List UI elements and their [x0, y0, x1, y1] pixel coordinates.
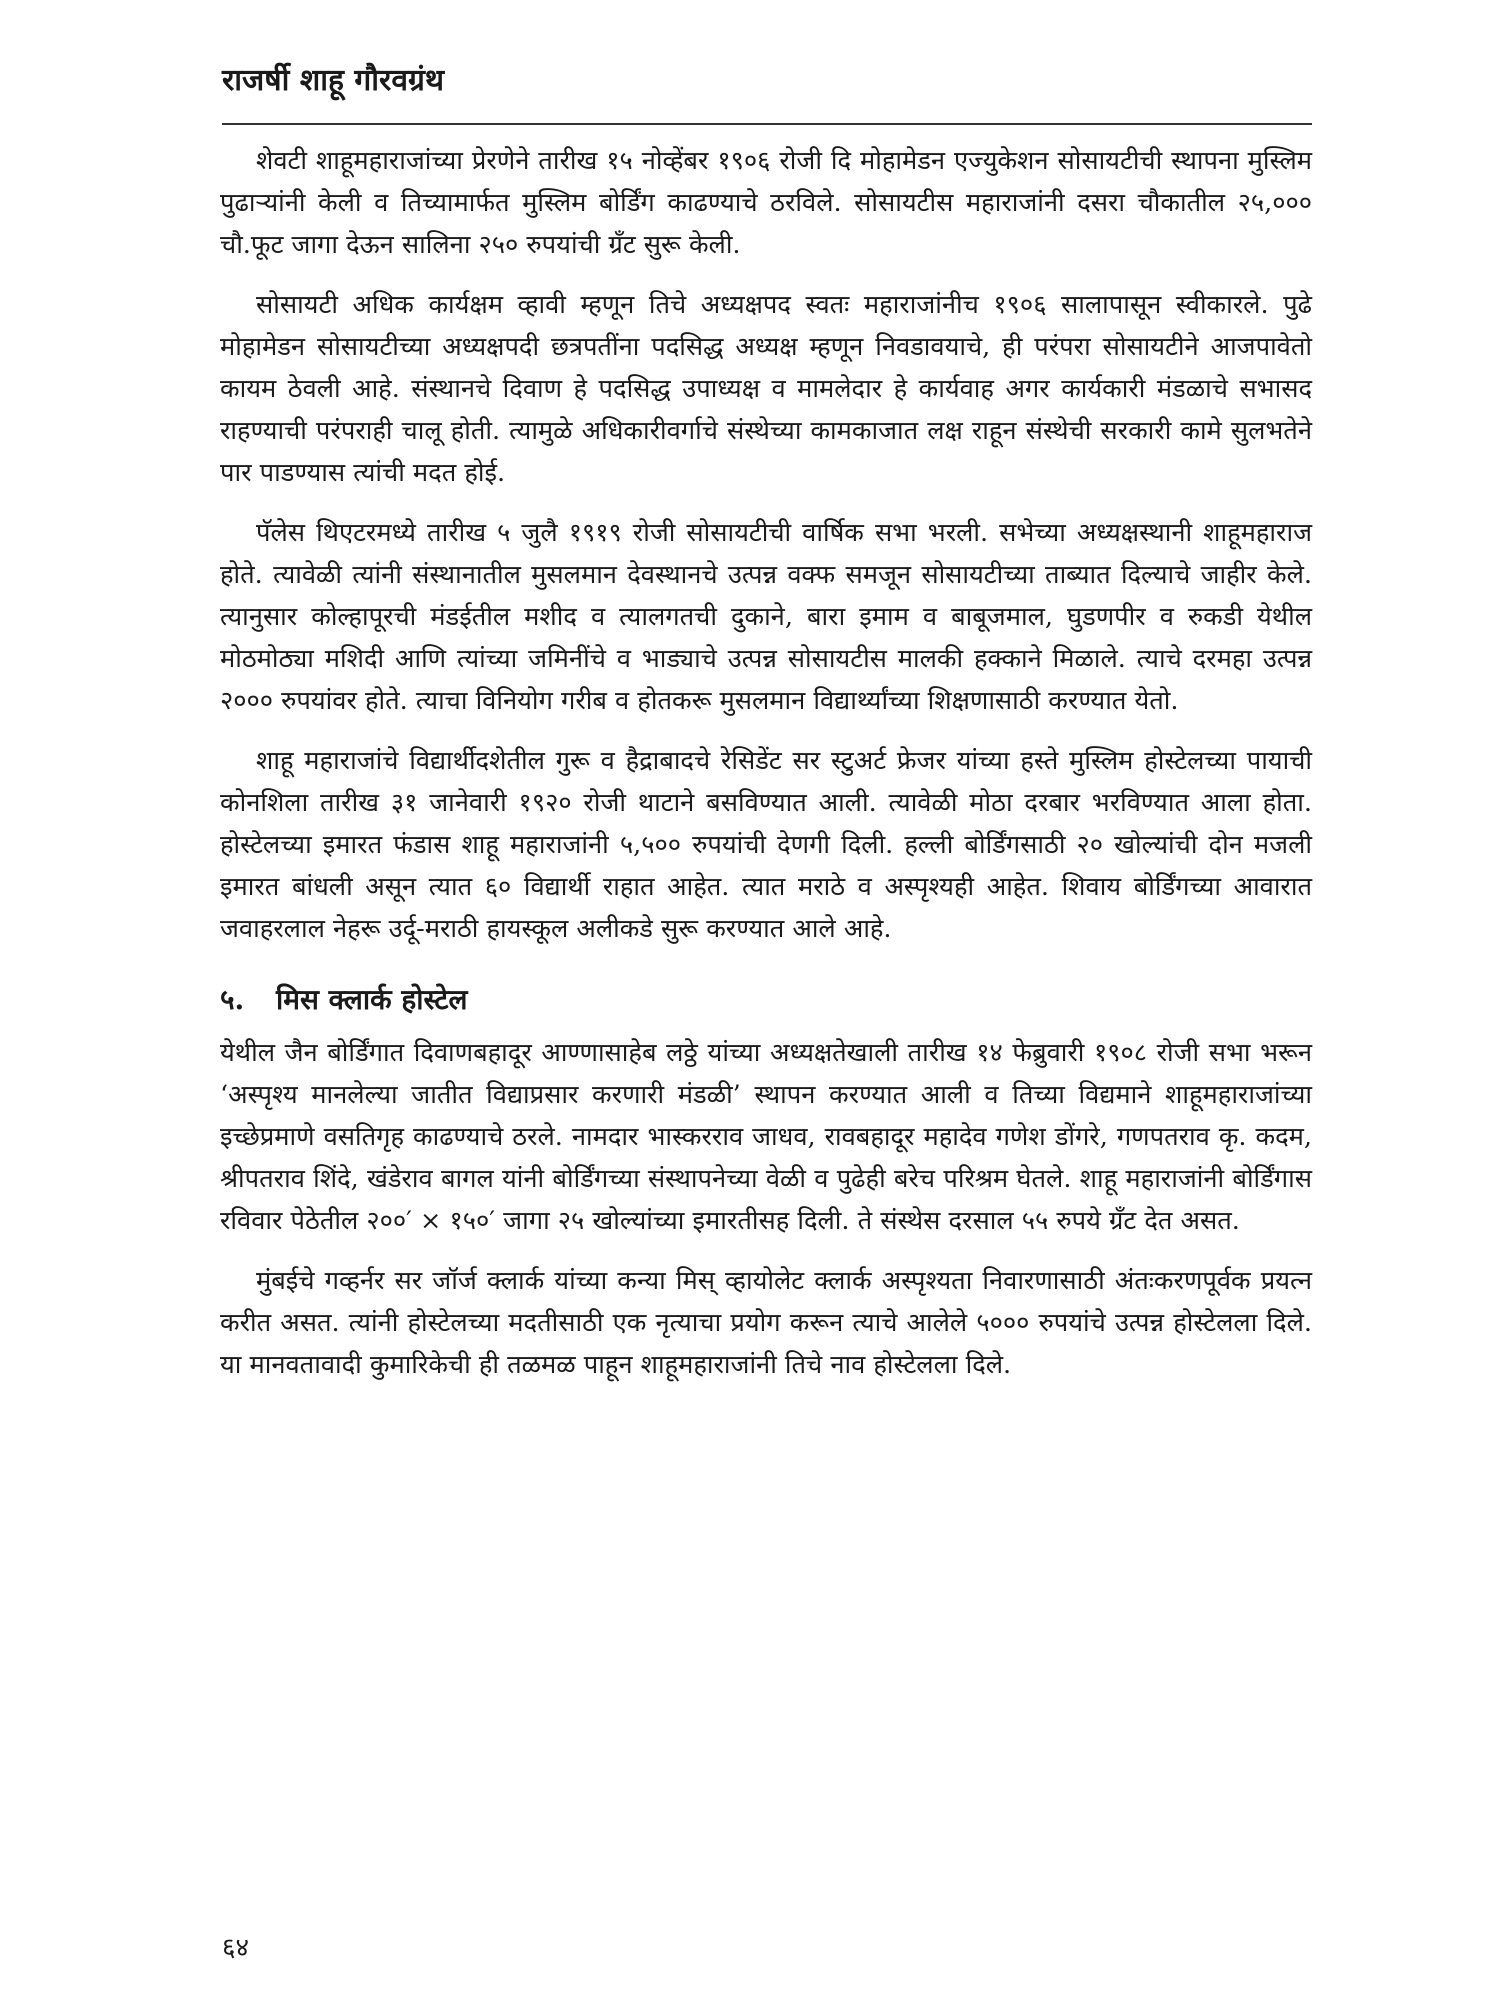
paragraph-hostel-foundation: शाहू महाराजांचे विद्यार्थीदशेतील गुरू व हैद्राबादचे रेसिडेंट सर स्टुअर्ट फ्रेजर यांच्या हस्ते मुस्लिम होस्टेलच्या पायाची कोनशिला तारीख ३१ जानेवारी १९२० रोजी थाटाने बसविण्यात आली. त्यावेळी मोठा दरबार भरविण्यात आला होता. होस्टेलच्या इमारत फंडास शाहू महाराजांनी ५,५०० रुपयांची देणगी दिली. हल्ली बोर्डिंगसाठी २० खोल्यांची दोन मजली इमारत बांधली असून त्यात ६० विद्यार्थी राहात आहेत. त्यात मराठे व अस्पृश्यही आहेत. शिवाय बोर्डिंगच्या आवारात जवाहरलाल नेहरू उर्दू-मराठी हायस्कूल अलीकडे सुरू करण्यात आले आहे. — [220, 746, 1312, 944]
section-number: ५. — [220, 983, 245, 1016]
page-body — [220, 140, 1312, 1404]
paragraph-society-presidency: सोसायटी अधिक कार्यक्षम व्हावी म्हणून तिचे अध्यक्षपद स्वतः महाराजांनीच १९०६ सालापासून स्वीकारले. पुढे मोहामेडन सोसायटीच्या अध्यक्षपदी छत्रपतींना पदसिद्ध अध्यक्ष म्हणून निवडावयाचे, ही परंपरा सोसायटीने आजपावेतो कायम ठेवली आहे. संस्थानचे दिवाण हे पदसिद्ध उपाध्यक्ष व मामलेदार हे कार्यवाह अगर कार्यकारी मंडळाचे सभासद राहण्याची परंपराही चालू होती. त्यामुळे अधिकारीवर्गाचे संस्थेच्या कामकाजात लक्ष राहून संस्थेची सरकारी कामे सुलभतेने पार पाडण्यास त्यांची मदत होई. — [220, 290, 1312, 488]
header-divider — [222, 123, 1312, 125]
paragraph-miss-clarke: मुंबईचे गव्हर्नर सर जॉर्ज क्लार्क यांच्या कन्या मिस् व्हायोलेट क्लार्क अस्पृश्यता निवारणासाठी अंतःकरणपूर्वक प्रयत्न करीत असत. त्यांनी होस्टेलच्या मदतीसाठी एक नृत्याचा प्रयोग करून त्याचे आलेले ५००० रुपयांचे उत्पन्न होस्टेलला दिले. या मानवतावादी कुमारिकेची ही तळमळ पाहून शाहूमहाराजांनी तिचे नाव होस्टेलला दिले. — [220, 1266, 1312, 1380]
section-heading — [220, 980, 1312, 1018]
paragraph-annual-meeting: पॅलेस थिएटरमध्ये तारीख ५ जुलै १९१९ रोजी सोसायटीची वार्षिक सभा भरली. सभेच्या अध्यक्षस्थानी शाहूमहाराज होते. त्यावेळी त्यांनी संस्थानातील मुसलमान देवस्थानचे उत्पन्न वक्फ समजून सोसायटीच्या ताब्यात दिल्याचे जाहीर केले. त्यानुसार कोल्हापूरची मंडईतील मशीद व त्यालगतची दुकाने, बारा इमाम व बाबूजमाल, घुडणपीर व रुकडी येथील मोठमोठ्या मशिदी आणि त्यांच्या जमिनींचे व भाड्याचे उत्पन्न सोसायटीस मालकी हक्काने मिळाले. त्याचे दरमहा उत्पन्न २००० रुपयांवर होते. त्याचा विनियोग गरीब व होतकरू मुसलमान विद्यार्थ्यांच्या शिक्षणासाठी करण्यात येतो. — [220, 518, 1312, 716]
running-header: राजर्षी शाहू गौरवग्रंथ — [222, 63, 445, 98]
page-number: ६४ — [222, 1933, 250, 1963]
paragraph-society-founding: शेवटी शाहूमहाराजांच्या प्रेरणेने तारीख १५ नोव्हेंबर १९०६ रोजी दि मोहामेडन एज्युकेशन सोसायटीची स्थापना मुस्लिम पुढाऱ्यांनी केली व तिच्यामार्फत मुस्लिम बोर्डिंग काढण्याचे ठरविले. सोसायटीस महाराजांनी दसरा चौकातील २५,००० चौ.फूट जागा देऊन सालिना २५० रुपयांची ग्रँट सुरू केली. — [220, 146, 1312, 260]
section-title: मिस क्लार्क होस्टेल — [276, 983, 468, 1016]
paragraph-jain-boarding: येथील जैन बोर्डिंगात दिवाणबहादूर आण्णासाहेब लठ्ठे यांच्या अध्यक्षतेखाली तारीख १४ फेब्रुवारी १९०८ रोजी सभा भरून ‘अस्पृश्य मानलेल्या जातीत विद्याप्रसार करणारी मंडळी’ स्थापन करण्यात आली व तिच्या विद्यमाने शाहूमहाराजांच्या इच्छेप्रमाणे वसतिगृह काढण्याचे ठरले. नामदार भास्करराव जाधव, रावबहादूर महादेव गणेश डोंगरे, गणपतराव कृ. कदम, श्रीपतराव शिंदे, खंडेराव बागल यांनी बोर्डिंगच्या संस्थापनेच्या वेळी व पुढेही बरेच परिश्रम घेतले. शाहू महाराजांनी बोर्डिंगास रविवार पेठेतील २००′ × १५०′ जागा २५ खोल्यांच्या इमारतीसह दिली. ते संस्थेस दरसाल ५५ रुपये ग्रँट देत असत. — [220, 1038, 1312, 1236]
